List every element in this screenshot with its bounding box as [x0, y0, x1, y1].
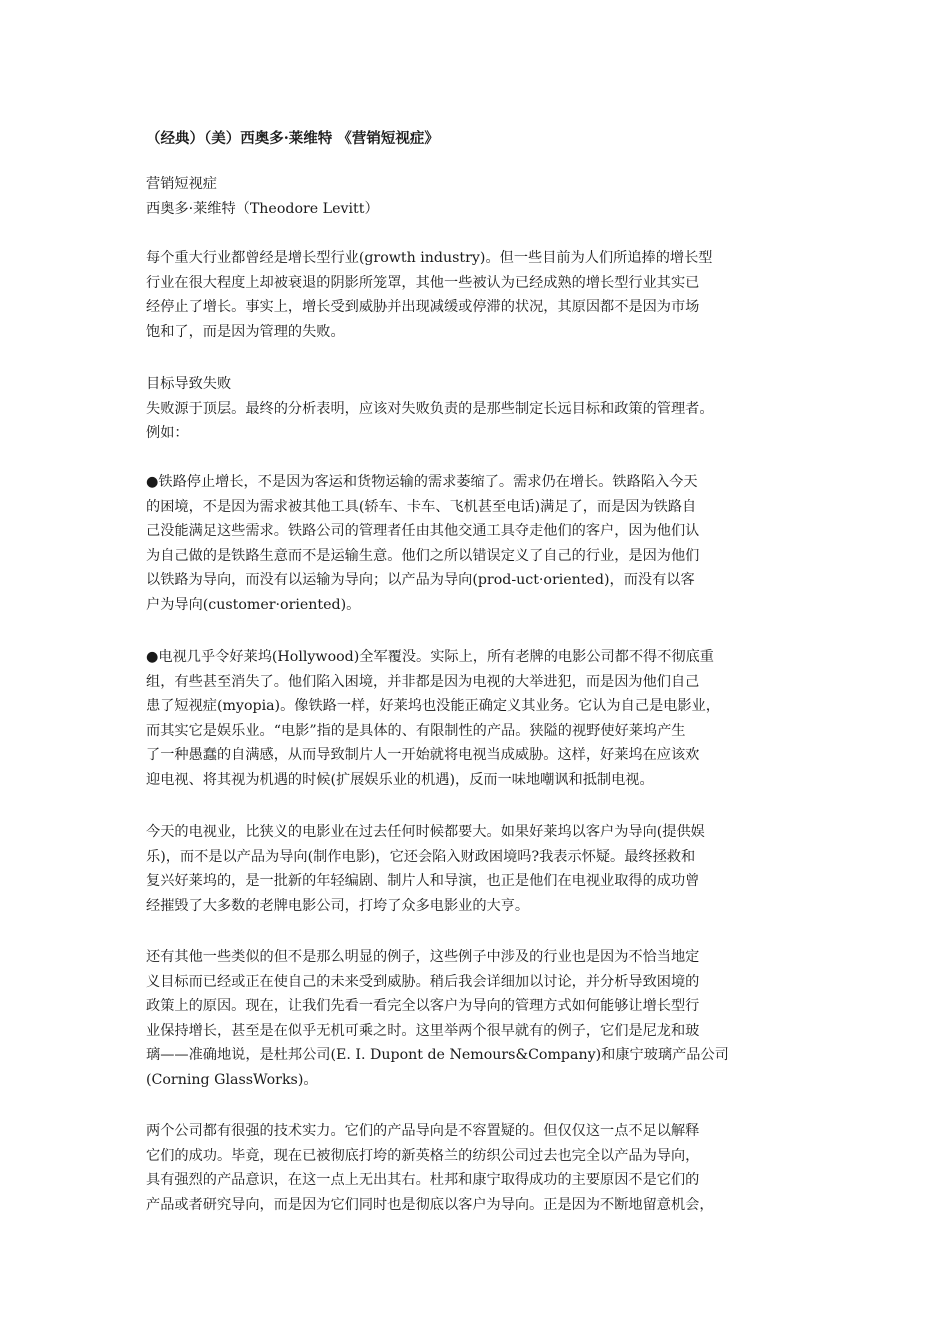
paragraph-3	[146, 470, 816, 617]
subtitle: 营销短视症	[146, 176, 217, 192]
paragraph-line: 乐)，而不是以产品为导向(制作电影)，它还会陷入财政困境吗?我表示怀疑。最终拯救和	[146, 848, 696, 865]
paragraph-line: 它们的成功。毕竟，现在已被彻底打垮的新英格兰的纺织公司过去也完全以产品为导向，	[146, 1147, 700, 1164]
paragraph-line: 了一种愚蠢的自满感，从而导致制片人一开始就将电视当成威胁。这样，好莱坞在应该欢	[146, 747, 700, 763]
paragraph-line: 迎电视、将其视为机遇的时候(扩展娱乐业的机遇)，反而一味地嘲讽和抵制电视。	[146, 771, 654, 788]
paragraph-line: 己没能满足这些需求。铁路公司的管理者任由其他交通工具夺走他们的客户，因为他们认	[146, 523, 700, 539]
paragraph-line: 户为导向(customer·oriented)。	[146, 596, 361, 613]
paragraph-5	[146, 820, 816, 918]
paragraph-line: (Corning GlassWorks)。	[146, 1071, 318, 1088]
paragraph-line: 患了短视症(myopia)。像铁路一样，好莱坞也没能正确定义其业务。它认为自己是电影业，	[146, 698, 720, 714]
paragraph-line: 两个公司都有很强的技术实力。它们的产品导向是不容置疑的。但仅仅这一点不足以解释	[146, 1123, 700, 1139]
paragraph-6	[146, 945, 816, 1092]
paragraph-line: 具有强烈的产品意识，在这一点上无出其右。杜邦和康宁取得成功的主要原因不是它们的	[146, 1172, 700, 1188]
paragraph-line: 还有其他一些类似的但不是那么明显的例子，这些例子中涉及的行业也是因为不恰当地定	[146, 949, 700, 965]
paragraph-2	[146, 372, 816, 446]
author-line: 西奥多·莱维特（Theodore Levitt）	[146, 200, 379, 217]
paragraph-line: 的困境，不是因为需求被其他工具(轿车、卡车、飞机甚至电话)满足了，而是因为铁路自	[146, 498, 697, 515]
paragraph-7	[146, 1119, 816, 1217]
paragraph-line: 复兴好莱坞的，是一批新的年轻编剧、制片人和导演，也正是他们在电视业取得的成功曾	[146, 873, 700, 889]
paragraph-line: 义目标而已经或正在使自己的未来受到威胁。稍后我会详细加以讨论，并分析导致困境的	[146, 973, 700, 990]
section-heading: 目标导致失败	[146, 376, 232, 392]
paragraph-line: 为自己做的是铁路生意而不是运输生意。他们之所以错误定义了自己的行业，是因为他们	[146, 547, 700, 564]
paragraph-line: 经停止了增长。事实上，增长受到威胁并出现减缓或停滞的状况，其原因都不是因为市场	[146, 299, 700, 315]
paragraph-line: 以铁路为导向，而没有以运输为导向；以产品为导向(prod-uct·oriented)，而没有以客	[146, 572, 695, 588]
paragraph-line: 失败源于顶层。最终的分析表明，应该对失败负责的是那些制定长远目标和政策的管理者。	[146, 400, 714, 417]
paragraph-line: 产品或者研究导向，而是因为它们同时也是彻底以客户为导向。正是因为不断地留意机会，	[146, 1196, 714, 1213]
paragraph-line: 经摧毁了大多数的老牌电影公司，打垮了众多电影业的大亨。	[146, 897, 530, 914]
paragraph-line: 例如：	[146, 425, 189, 441]
paragraph-4	[146, 645, 816, 792]
paragraph-line: ●铁路停止增长，不是因为客运和货物运输的需求萎缩了。需求仍在增长。铁路陷入今天	[146, 474, 698, 490]
paragraph-line: 璃——准确地说，是杜邦公司(E. I. Dupont de Nemours&Company)和康宁玻璃产品公司	[146, 1047, 729, 1063]
paragraph-line: ●电视几乎令好莱坞(Hollywood)全军覆没。实际上，所有老牌的电影公司都不得不彻底重	[146, 649, 714, 665]
paragraph-line: 行业在很大程度上却被衰退的阴影所笼罩，其他一些被认为已经成熟的增长型行业其实已	[146, 274, 700, 291]
paragraph-line: 饱和了，而是因为管理的失败。	[146, 323, 345, 340]
paragraph-1	[146, 246, 816, 344]
paragraph-line: 每个重大行业都曾经是增长型行业(growth industry)。但一些目前为人们所追捧的增长型	[146, 250, 713, 266]
document-title: （经典）（美）西奥多·莱维特 《营销短视症》	[146, 130, 439, 147]
paragraph-line: 业保持增长，甚至是在似乎无机可乘之时。这里举两个很早就有的例子，它们是尼龙和玻	[146, 1022, 700, 1039]
paragraph-line: 组，有些甚至消失了。他们陷入困境，并非都是因为电视的大举进犯，而是因为他们自己	[146, 673, 700, 690]
paragraph-line: 今天的电视业，比狭义的电影业在过去任何时候都要大。如果好莱坞以客户为导向(提供娱	[146, 824, 705, 840]
paragraph-line: 政策上的原因。现在，让我们先看一看完全以客户为导向的管理方式如何能够让增长型行	[146, 998, 700, 1014]
paragraph-line: 而其实它是娱乐业。“电影”指的是具体的、有限制性的产品。狭隘的视野使好莱坞产生	[146, 722, 686, 739]
heading-block	[146, 172, 816, 221]
